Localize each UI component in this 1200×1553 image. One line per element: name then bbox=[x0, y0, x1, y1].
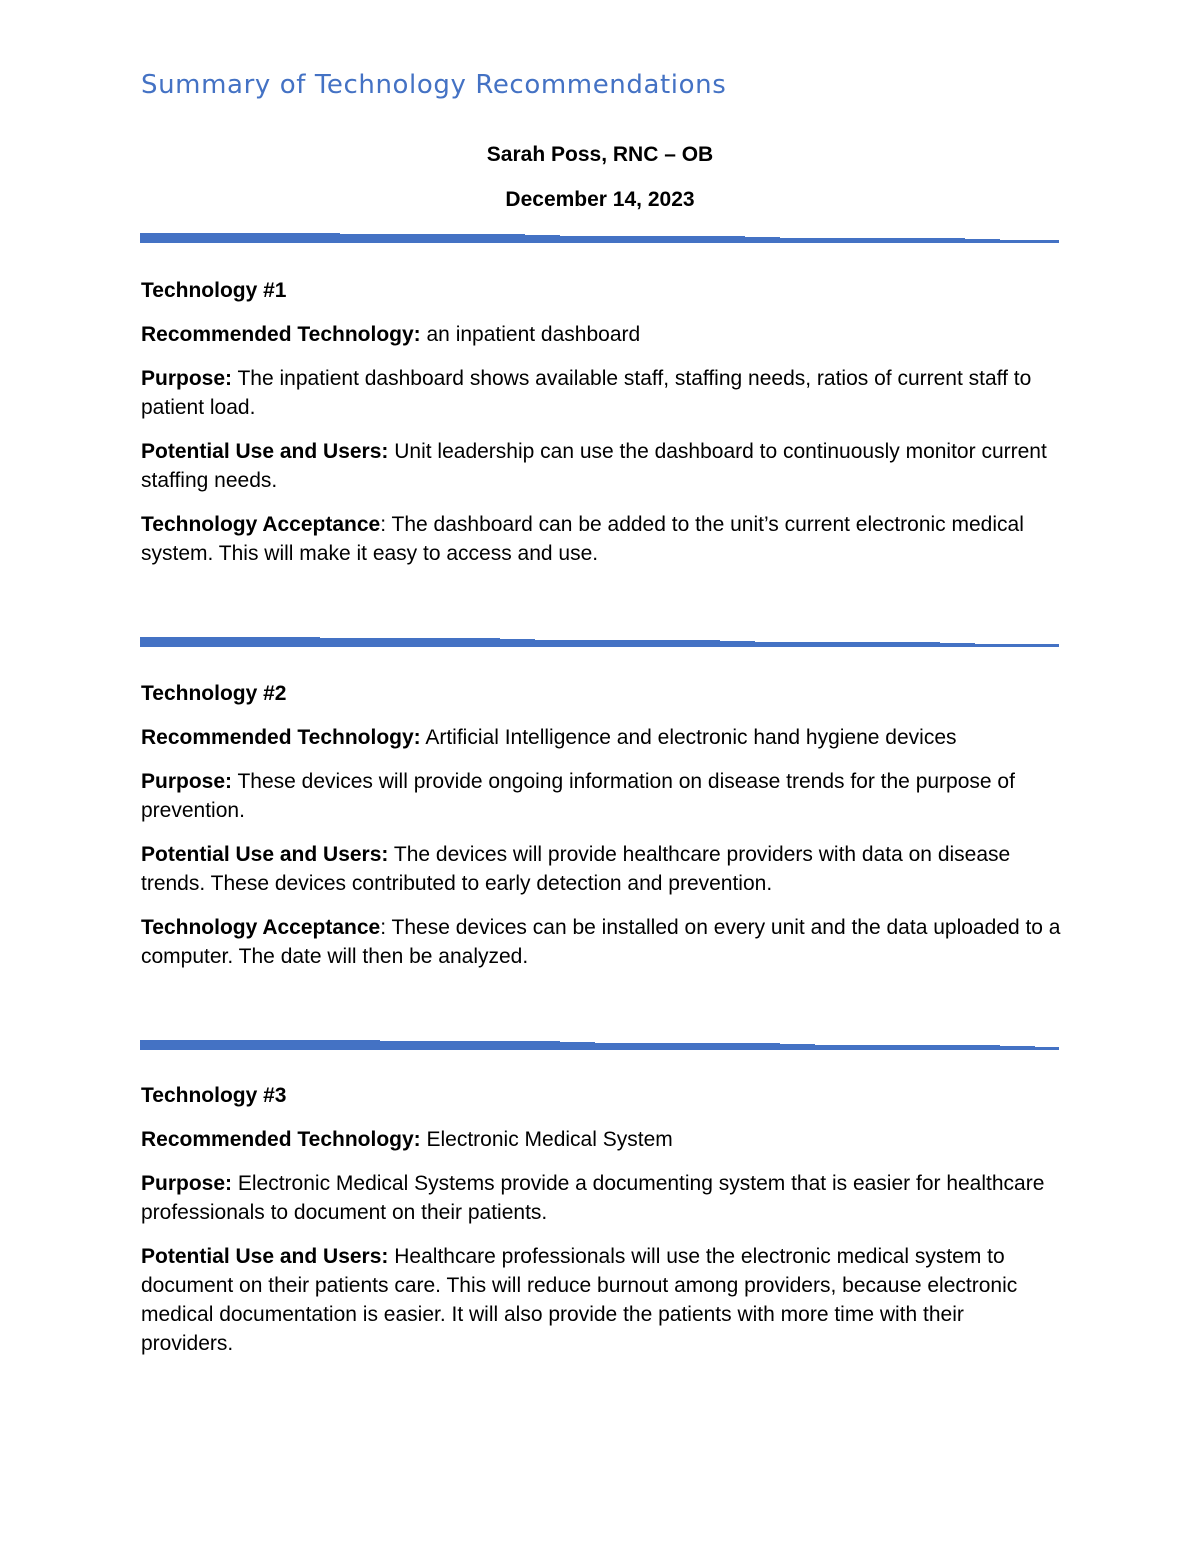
section-heading: Technology #2 bbox=[141, 682, 287, 705]
field-value: an inpatient dashboard bbox=[426, 323, 641, 346]
field-label: Recommended Technology: bbox=[141, 323, 421, 346]
field-value: Artificial Intelligence and electronic hand hygiene devices bbox=[425, 726, 957, 749]
purpose bbox=[141, 1169, 1061, 1227]
technology-section-2 bbox=[141, 679, 1061, 986]
technology-acceptance bbox=[141, 913, 1061, 971]
field-value: These devices will provide ongoing information on disease trends for the purpose of prevention. bbox=[141, 770, 1015, 822]
purpose bbox=[141, 767, 1061, 825]
section-heading: Technology #3 bbox=[141, 1084, 287, 1107]
section-divider bbox=[140, 637, 1059, 649]
purpose bbox=[141, 364, 1061, 422]
technology-section-3 bbox=[141, 1081, 1061, 1373]
recommended-technology bbox=[141, 320, 1061, 349]
section-divider bbox=[140, 1040, 1059, 1052]
field-label: Recommended Technology: bbox=[141, 726, 421, 749]
recommended-technology bbox=[141, 723, 1061, 752]
potential-use-and-users bbox=[141, 437, 1061, 495]
field-label: Purpose: bbox=[141, 367, 233, 390]
field-label: Potential Use and Users: bbox=[141, 1245, 389, 1268]
field-label: Potential Use and Users: bbox=[141, 843, 389, 866]
field-label: Purpose: bbox=[141, 1172, 233, 1195]
author-line: Sarah Poss, RNC – OB bbox=[486, 143, 714, 166]
field-value: Electronic Medical System bbox=[426, 1128, 673, 1151]
date-line: December 14, 2023 bbox=[505, 188, 695, 211]
field-value: : These devices can be installed on every unit and the data uploaded to a computer. The date will then be analyzed. bbox=[141, 916, 1061, 968]
recommended-technology bbox=[141, 1125, 1061, 1154]
section-divider bbox=[140, 233, 1059, 245]
field-value: The inpatient dashboard shows available staff, staffing needs, ratios of current staff to patient load. bbox=[141, 367, 1032, 419]
section-heading: Technology #1 bbox=[141, 279, 287, 302]
field-label: Purpose: bbox=[141, 770, 233, 793]
technology-section-1 bbox=[141, 276, 1061, 583]
field-label: Technology Acceptance bbox=[141, 513, 381, 536]
potential-use-and-users bbox=[141, 1242, 1061, 1358]
field-value: : The dashboard can be added to the unit’s current electronic medical system. This will make it easy to access and use. bbox=[141, 513, 1024, 565]
field-value: Electronic Medical Systems provide a documenting system that is easier for healthcare professionals to document on their patients. bbox=[141, 1172, 1045, 1224]
field-label: Potential Use and Users: bbox=[141, 440, 389, 463]
field-value: Unit leadership can use the dashboard to continuously monitor current staffing needs. bbox=[141, 440, 1047, 492]
page-title: Summary of Technology Recommendations bbox=[141, 70, 727, 100]
field-value: The devices will provide healthcare providers with data on disease trends. These devices contributed to early detection and prevention. bbox=[141, 843, 1011, 895]
field-label: Technology Acceptance bbox=[141, 916, 381, 939]
potential-use-and-users bbox=[141, 840, 1061, 898]
technology-acceptance bbox=[141, 510, 1061, 568]
field-value: Healthcare professionals will use the electronic medical system to document on their patients care. This will reduce burnout among providers, because electronic medical documentation is easier. It will also provide the patients with more time with their providers. bbox=[141, 1245, 1018, 1355]
field-label: Recommended Technology: bbox=[141, 1128, 421, 1151]
